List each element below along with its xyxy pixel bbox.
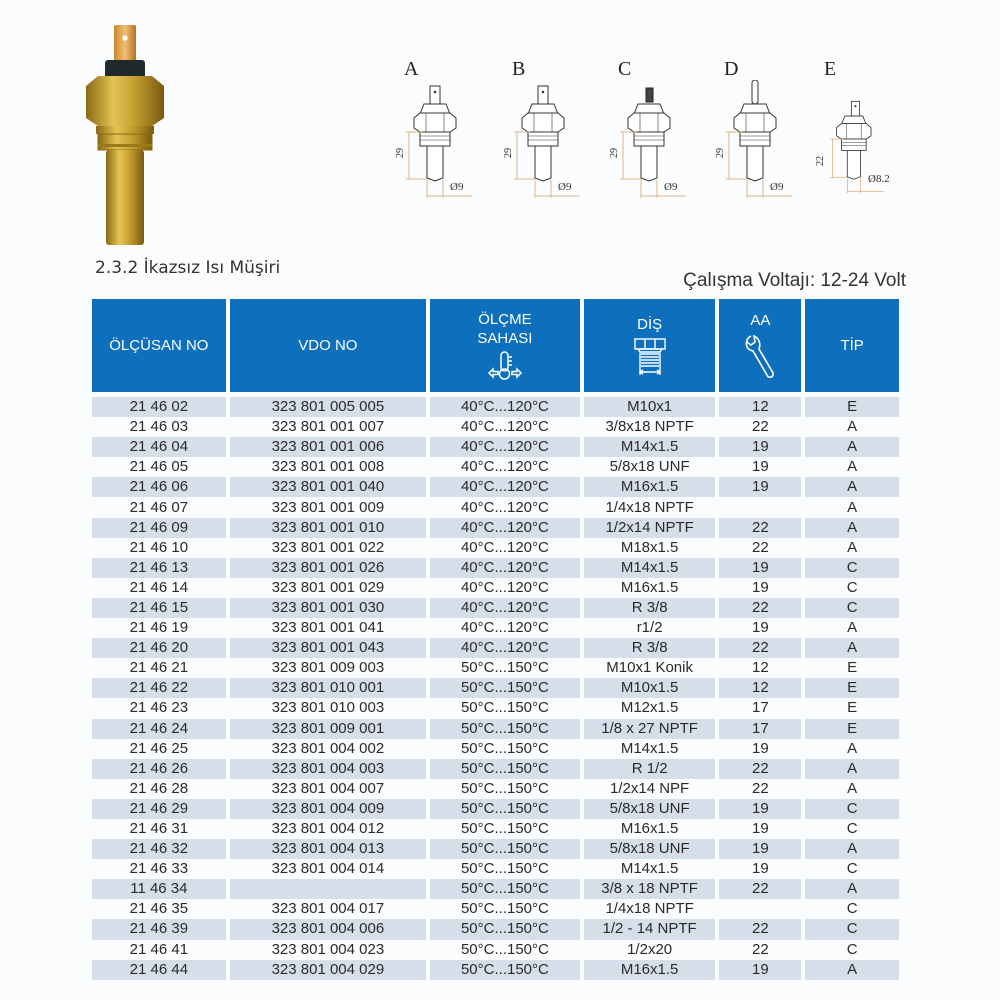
cell-measuring-range: 50°C...150°C: [430, 879, 580, 899]
cell-type: A: [847, 458, 858, 476]
cell-olcusan-no: 21 46 28: [129, 779, 189, 797]
diagram-height-label: 22: [815, 156, 826, 166]
operating-voltage: Çalışma Voltajı: 12-24 Volt: [683, 270, 906, 291]
table-row: [92, 799, 899, 819]
cell-wrench-size: 19: [719, 799, 801, 819]
cell-vdo-no: 323 801 001 040: [230, 477, 426, 497]
cell-wrench-size: 19: [719, 839, 801, 859]
table-row: [92, 598, 899, 618]
cell-thread: M16x1.5: [620, 820, 679, 838]
cell-thread: M14x1.5: [620, 739, 679, 757]
cell-olcusan-no: 21 46 19: [129, 619, 189, 637]
cell-measuring-range: 50°C...150°C: [430, 799, 580, 819]
cell-olcusan-no: 21 46 05: [129, 458, 189, 476]
cell-olcusan-no: 21 46 22: [92, 678, 226, 698]
sensor-table: [88, 299, 903, 980]
cell-type: C: [846, 578, 858, 596]
cell-measuring-range: 50°C...150°C: [430, 678, 580, 698]
cell-wrench-size: 22: [752, 779, 769, 797]
type-diagram-c: [606, 58, 716, 208]
cell-type: A: [805, 638, 899, 658]
sensor-drawing: [392, 80, 502, 210]
cell-wrench-size: 19: [719, 477, 801, 497]
cell-measuring-range: 40°C...120°C: [460, 538, 549, 556]
header-olcusan-no: ÖLÇÜSAN NO: [92, 299, 226, 397]
cell-measuring-range: 50°C...150°C: [460, 779, 549, 797]
cell-vdo-no: 323 801 001 008: [271, 458, 385, 476]
cell-olcusan-no: 21 46 03: [129, 418, 189, 436]
table-header-row: [92, 299, 899, 397]
cell-vdo-no: 323 801 004 012: [271, 820, 385, 838]
cell-type: C: [805, 919, 899, 939]
cell-olcusan-no: 21 46 20: [92, 638, 226, 658]
sensor-drawing: [606, 80, 716, 210]
sensor-photo: [80, 20, 190, 250]
type-diagram-b: [500, 58, 610, 208]
table-row: [92, 618, 899, 638]
cell-olcusan-no: 21 46 41: [129, 940, 189, 958]
cell-thread: 5/8x18 UNF: [609, 458, 690, 476]
thread-icon: [632, 337, 668, 377]
cell-vdo-no: 323 801 001 006: [230, 437, 426, 457]
cell-wrench-size: 12: [719, 397, 801, 417]
cell-type: A: [805, 879, 899, 899]
cell-measuring-range: 50°C...150°C: [460, 940, 549, 958]
cell-thread: M12x1.5: [620, 699, 679, 717]
cell-thread: M10x1.5: [584, 678, 716, 698]
diagram-diameter-label: Ø9: [450, 181, 464, 193]
cell-wrench-size: 19: [752, 739, 769, 757]
cell-measuring-range: 50°C...150°C: [460, 900, 549, 918]
cell-vdo-no: 323 801 005 005: [230, 397, 426, 417]
cell-olcusan-no: 21 46 06: [92, 477, 226, 497]
cell-measuring-range: 40°C...120°C: [430, 397, 580, 417]
type-diagram-d: [712, 58, 822, 208]
cell-type: A: [847, 418, 858, 436]
cell-thread: M10x1 Konik: [606, 659, 693, 677]
table-row: [92, 698, 899, 718]
cell-measuring-range: 50°C...150°C: [460, 820, 549, 838]
wrench-icon: [743, 333, 777, 381]
cell-vdo-no: 323 801 004 002: [271, 739, 385, 757]
cell-measuring-range: 50°C...150°C: [460, 699, 549, 717]
diagram-diameter-label: Ø9: [558, 181, 572, 193]
cell-olcusan-no: 21 46 29: [92, 799, 226, 819]
table-row: [92, 759, 899, 779]
cell-type: A: [805, 759, 899, 779]
table-row: [92, 658, 899, 678]
cell-measuring-range: 40°C...120°C: [430, 558, 580, 578]
cell-thread: 5/8x18 UNF: [584, 799, 716, 819]
cell-vdo-no: 323 801 001 007: [271, 418, 385, 436]
cell-thread: 1/2x20: [627, 940, 673, 958]
cell-vdo-no: 323 801 004 017: [271, 900, 385, 918]
cell-olcusan-no: 21 46 31: [129, 820, 189, 838]
cell-wrench-size: 22: [719, 518, 801, 538]
cell-type: A: [847, 779, 858, 797]
cell-wrench-size: 22: [752, 418, 769, 436]
header-vdo-no: VDO NO: [230, 299, 426, 397]
cell-measuring-range: 40°C...120°C: [460, 619, 549, 637]
cell-vdo-no: 323 801 001 010: [230, 518, 426, 538]
cell-olcusan-no: 21 46 44: [92, 960, 226, 980]
cell-type: A: [805, 437, 899, 457]
cell-wrench-size: 12: [752, 659, 769, 677]
sensor-drawing: [812, 80, 922, 210]
table-row: [92, 417, 899, 437]
header-type: TİP: [805, 299, 899, 397]
diagram-height-label: 29: [395, 148, 406, 158]
diagram-letter: A: [404, 58, 419, 80]
cell-thread: M16x1.5: [584, 960, 716, 980]
table-row: [92, 678, 899, 698]
cell-wrench-size: 19: [752, 860, 769, 878]
table-row: [92, 779, 899, 799]
cell-measuring-range: 40°C...120°C: [430, 477, 580, 497]
cell-olcusan-no: 21 46 32: [92, 839, 226, 859]
diagram-height-label: 29: [503, 148, 514, 158]
cell-measuring-range: 50°C...150°C: [430, 960, 580, 980]
cell-olcusan-no: 21 46 04: [92, 437, 226, 457]
table-row: [92, 538, 899, 558]
diagram-letter: B: [512, 58, 526, 80]
cell-measuring-range: 40°C...120°C: [430, 518, 580, 538]
cell-vdo-no: 323 801 004 009: [230, 799, 426, 819]
cell-measuring-range: 40°C...120°C: [430, 638, 580, 658]
table-row: [92, 558, 899, 578]
cell-wrench-size: 22: [719, 879, 801, 899]
cell-vdo-no: 323 801 004 003: [230, 759, 426, 779]
cell-type: E: [847, 699, 858, 717]
table-row: [92, 457, 899, 477]
cell-thread: R 1/2: [584, 759, 716, 779]
cell-measuring-range: 40°C...120°C: [460, 418, 549, 436]
table-row: [92, 578, 899, 598]
cell-type: C: [846, 940, 858, 958]
sensor-drawing: [500, 80, 610, 210]
cell-wrench-size: 22: [719, 598, 801, 618]
cell-vdo-no: 323 801 001 009: [271, 498, 385, 516]
cell-vdo-no: 323 801 009 003: [271, 659, 385, 677]
cell-wrench-size: 22: [719, 638, 801, 658]
cell-wrench-size: 19: [752, 820, 769, 838]
type-diagram-a: [392, 58, 502, 208]
cell-olcusan-no: 21 46 33: [129, 860, 189, 878]
cell-thread: M16x1.5: [584, 477, 716, 497]
cell-wrench-size: 19: [752, 619, 769, 637]
cell-thread: M16x1.5: [620, 578, 679, 596]
cell-thread: 3/8 x 18 NPTF: [584, 879, 716, 899]
cell-olcusan-no: 21 46 13: [92, 558, 226, 578]
cell-type: A: [805, 518, 899, 538]
diagram-height-label: 29: [609, 148, 620, 158]
cell-vdo-no: 323 801 004 006: [230, 919, 426, 939]
cell-olcusan-no: 21 46 21: [129, 659, 189, 677]
section-caption: 2.3.2 İkazsız Isı Müşiri: [95, 258, 281, 278]
cell-type: A: [847, 619, 858, 637]
cell-thread: 1/4x18 NPTF: [605, 900, 694, 918]
cell-wrench-size: 12: [719, 678, 801, 698]
table-row: [92, 477, 899, 497]
cell-measuring-range: 50°C...150°C: [430, 839, 580, 859]
cell-measuring-range: 40°C...120°C: [460, 458, 549, 476]
cell-vdo-no: 323 801 010 003: [271, 699, 385, 717]
cell-vdo-no: 323 801 001 029: [271, 578, 385, 596]
diagram-letter: D: [724, 58, 739, 80]
cell-olcusan-no: 21 46 14: [129, 578, 189, 596]
diagram-diameter-label: Ø9: [770, 181, 784, 193]
diagram-letter: C: [618, 58, 632, 80]
cell-thread: R 3/8: [584, 598, 716, 618]
cell-type: A: [847, 498, 858, 516]
cell-type: C: [805, 799, 899, 819]
cell-type: A: [847, 739, 858, 757]
cell-vdo-no: 323 801 004 014: [271, 860, 385, 878]
cell-vdo-no: 323 801 001 041: [271, 619, 385, 637]
cell-type: E: [805, 397, 899, 417]
cell-measuring-range: 50°C...150°C: [460, 659, 549, 677]
table-row: [92, 719, 899, 739]
cell-olcusan-no: 11 46 34: [92, 879, 226, 899]
header-wrench-size: AA: [719, 299, 801, 397]
cell-olcusan-no: 21 46 10: [129, 538, 189, 556]
cell-wrench-size: 22: [752, 940, 769, 958]
cell-measuring-range: 40°C...120°C: [430, 437, 580, 457]
table-row: [92, 940, 899, 960]
table-row: [92, 437, 899, 457]
type-diagram-e: [812, 58, 922, 208]
cell-wrench-size: 19: [752, 458, 769, 476]
cell-type: A: [805, 960, 899, 980]
cell-type: E: [805, 678, 899, 698]
cell-olcusan-no: 21 46 24: [92, 719, 226, 739]
table-row: [92, 497, 899, 517]
cell-thread: 3/8x18 NPTF: [605, 418, 694, 436]
cell-thread: 1/2x14 NPTF: [584, 518, 716, 538]
cell-type: C: [805, 598, 899, 618]
cell-thread: M18x1.5: [620, 538, 679, 556]
cell-vdo-no: 323 801 001 030: [230, 598, 426, 618]
cell-olcusan-no: 21 46 25: [129, 739, 189, 757]
cell-thread: M14x1.5: [584, 558, 716, 578]
cell-thread: R 3/8: [584, 638, 716, 658]
table-row: [92, 518, 899, 538]
cell-vdo-no: 323 801 001 022: [271, 538, 385, 556]
cell-vdo-no: 323 801 010 001: [230, 678, 426, 698]
cell-wrench-size: 17: [752, 699, 769, 717]
cell-vdo-no: 323 801 009 001: [230, 719, 426, 739]
table-row: [92, 839, 899, 859]
cell-wrench-size: 19: [719, 960, 801, 980]
sensor-drawing: [712, 80, 822, 210]
cell-olcusan-no: 21 46 02: [92, 397, 226, 417]
diagram-diameter-label: Ø9: [664, 181, 678, 193]
cell-measuring-range: 50°C...150°C: [460, 860, 549, 878]
diagram-height-label: 29: [715, 148, 726, 158]
cell-measuring-range: 50°C...150°C: [460, 739, 549, 757]
table-row: [92, 879, 899, 899]
cell-thread: 1/8 x 27 NPTF: [584, 719, 716, 739]
table-row: [92, 899, 899, 919]
cell-wrench-size: 19: [752, 578, 769, 596]
cell-type: A: [805, 839, 899, 859]
cell-type: E: [847, 659, 858, 677]
cell-measuring-range: 50°C...150°C: [430, 919, 580, 939]
cell-olcusan-no: 21 46 26: [92, 759, 226, 779]
cell-measuring-range: 40°C...120°C: [460, 578, 549, 596]
cell-olcusan-no: 21 46 15: [92, 598, 226, 618]
cell-vdo-no: [230, 879, 426, 899]
cell-type: A: [805, 477, 899, 497]
cell-wrench-size: 19: [719, 558, 801, 578]
cell-wrench-size: 19: [719, 437, 801, 457]
thermometer-icon: [483, 351, 527, 381]
cell-thread: M10x1: [584, 397, 716, 417]
table-row: [92, 638, 899, 658]
cell-type: C: [846, 900, 858, 918]
cell-wrench-size: 17: [719, 719, 801, 739]
cell-type: E: [805, 719, 899, 739]
cell-vdo-no: 323 801 001 026: [230, 558, 426, 578]
cell-type: C: [805, 558, 899, 578]
cell-type: A: [847, 538, 858, 556]
cell-thread: M14x1.5: [584, 437, 716, 457]
cell-measuring-range: 50°C...150°C: [430, 719, 580, 739]
cell-measuring-range: 50°C...150°C: [430, 759, 580, 779]
cell-wrench-size: [719, 497, 801, 517]
cell-olcusan-no: 21 46 07: [129, 498, 189, 516]
cell-thread: M14x1.5: [620, 860, 679, 878]
cell-olcusan-no: 21 46 09: [92, 518, 226, 538]
header-measuring-range: ÖLÇME SAHASI: [430, 299, 580, 397]
cell-vdo-no: 323 801 004 029: [230, 960, 426, 980]
table-row: [92, 397, 899, 417]
header-thread: DİŞ: [584, 299, 716, 397]
cell-measuring-range: 40°C...120°C: [430, 598, 580, 618]
table-row: [92, 960, 899, 980]
cell-type: C: [846, 820, 858, 838]
table-row: [92, 739, 899, 759]
cell-wrench-size: 22: [719, 759, 801, 779]
cell-vdo-no: 323 801 004 023: [271, 940, 385, 958]
cell-thread: 1/2 - 14 NPTF: [584, 919, 716, 939]
diagram-letter: E: [824, 58, 837, 80]
table-row: [92, 859, 899, 879]
cell-vdo-no: 323 801 001 043: [230, 638, 426, 658]
table-row: [92, 819, 899, 839]
cell-wrench-size: [719, 899, 801, 919]
cell-vdo-no: 323 801 004 007: [271, 779, 385, 797]
cell-thread: 1/4x18 NPTF: [605, 498, 694, 516]
cell-wrench-size: 22: [719, 919, 801, 939]
cell-thread: r1/2: [636, 619, 663, 637]
cell-measuring-range: 40°C...120°C: [460, 498, 549, 516]
cell-olcusan-no: 21 46 23: [129, 699, 189, 717]
cell-thread: 5/8x18 UNF: [584, 839, 716, 859]
diagram-diameter-label: Ø8.2: [868, 173, 890, 185]
cell-wrench-size: 22: [752, 538, 769, 556]
cell-olcusan-no: 21 46 39: [92, 919, 226, 939]
cell-vdo-no: 323 801 004 013: [230, 839, 426, 859]
cell-olcusan-no: 21 46 35: [129, 900, 189, 918]
cell-thread: 1/2x14 NPF: [610, 779, 690, 797]
cell-type: C: [846, 860, 858, 878]
table-row: [92, 919, 899, 939]
